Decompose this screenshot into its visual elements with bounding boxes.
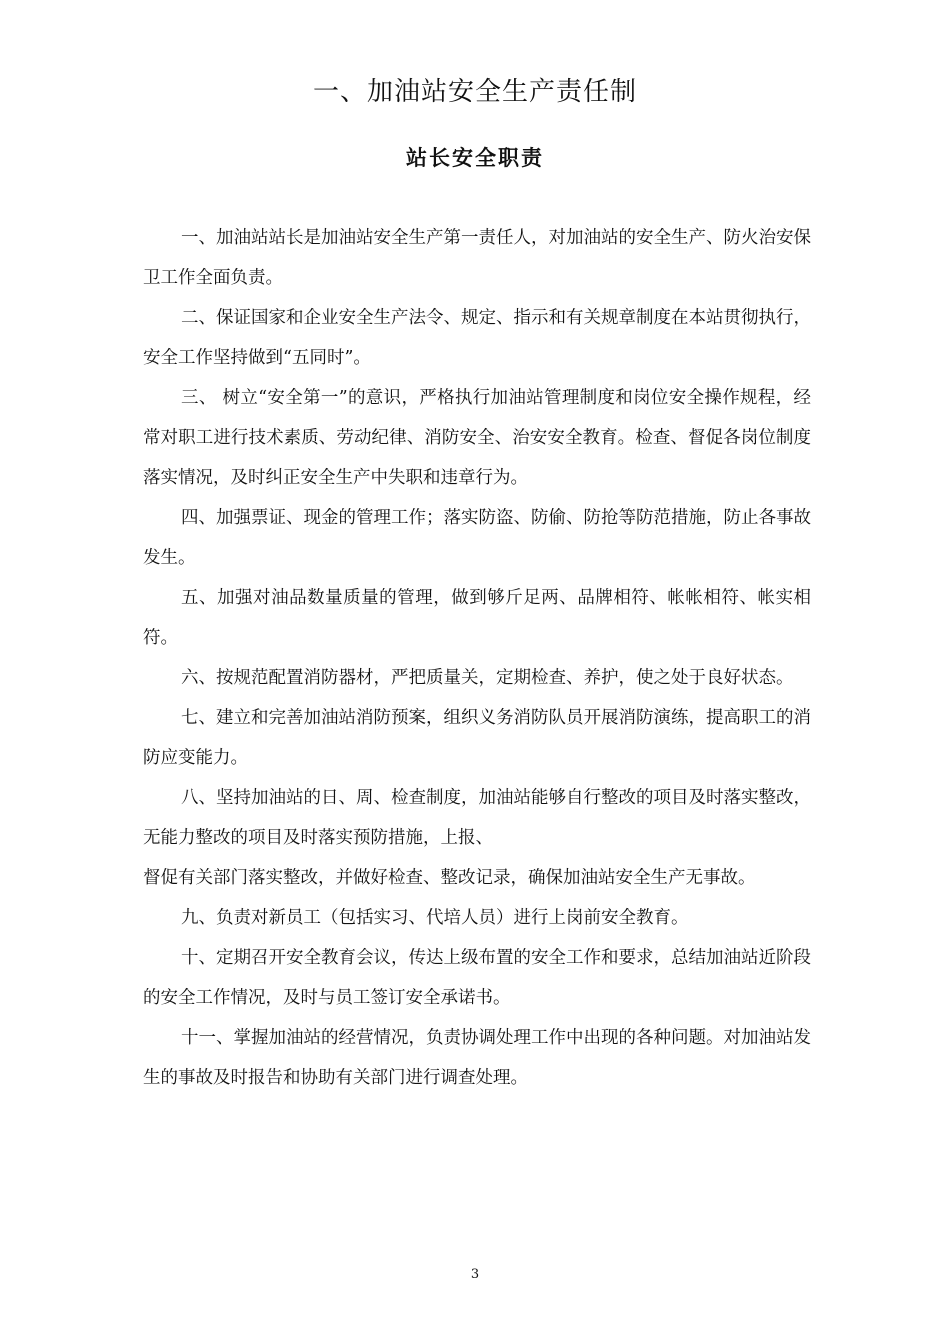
section-subtitle: 站长安全职责 bbox=[406, 145, 544, 170]
paragraph: 三、 树立“安全第一”的意识，严格执行加油站管理制度和岗位安全操作规程，经常对职工进行技术素质、劳动纪律、消防安全、治安安全教育。检查、督促各岗位制度落实情况，及时纠正安全生产中失职和违章行为。 bbox=[143, 388, 811, 488]
paragraph: 一、加油站站长是加油站安全生产第一责任人，对加油站的安全生产、防火治安保卫工作全面负责。 bbox=[143, 228, 811, 288]
paragraph: 五、加强对油品数量质量的管理，做到够斤足两、品牌相符、帐帐相符、帐实相符。 bbox=[143, 588, 811, 648]
paragraph: 二、保证国家和企业安全生产法令、规定、指示和有关规章制度在本站贯彻执行，安全工作坚持做到“五同时”。 bbox=[143, 308, 811, 368]
paragraph: 九、负责对新员工（包括实习、代培人员）进行上岗前安全教育。 bbox=[181, 908, 689, 928]
paragraph: 六、按规范配置消防器材，严把质量关，定期检查、养护，使之处于良好状态。 bbox=[181, 668, 794, 688]
paragraph-continuation: 督促有关部门落实整改，并做好检查、整改记录，确保加油站安全生产无事故。 bbox=[143, 868, 756, 888]
document-body bbox=[143, 218, 811, 1098]
paragraph: 十一、掌握加油站的经营情况，负责协调处理工作中出现的各种问题。对加油站发生的事故及时报告和协助有关部门进行调查处理。 bbox=[143, 1028, 811, 1088]
paragraph: 十、定期召开安全教育会议，传达上级布置的安全工作和要求，总结加油站近阶段的安全工作情况，及时与员工签订安全承诺书。 bbox=[143, 948, 811, 1008]
paragraph: 七、建立和完善加油站消防预案，组织义务消防队员开展消防演练，提高职工的消防应变能力。 bbox=[143, 708, 811, 768]
paragraph: 八、坚持加油站的日、周、检查制度，加油站能够自行整改的项目及时落实整改，无能力整改的项目及时落实预防措施，上报、 bbox=[143, 788, 811, 848]
document-title: 一、加油站安全生产责任制 bbox=[312, 77, 637, 107]
paragraph: 四、加强票证、现金的管理工作；落实防盗、防偷、防抢等防范措施，防止各事故发生。 bbox=[143, 508, 811, 568]
page-number: 3 bbox=[470, 1267, 480, 1282]
